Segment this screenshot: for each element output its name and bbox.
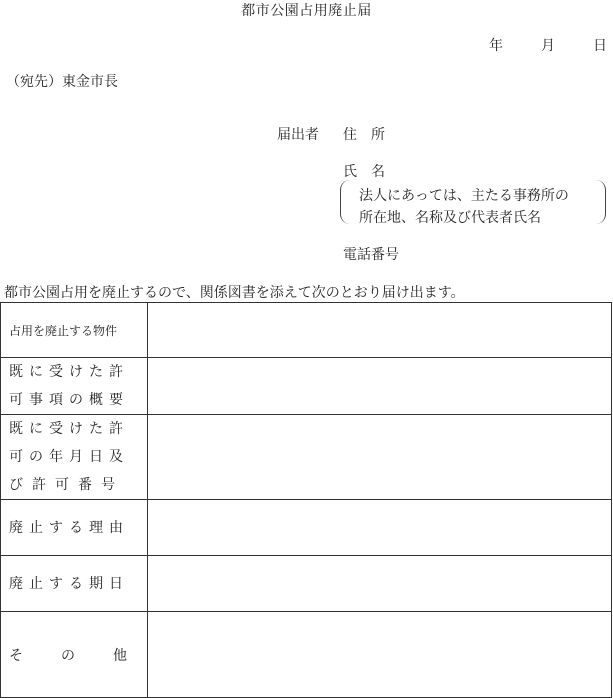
- field-permit-date-number[interactable]: [148, 415, 612, 500]
- label-line: 廃止する理由: [9, 519, 129, 536]
- label-line: 既に受けた許: [9, 364, 129, 380]
- row-label-other: [1, 612, 148, 698]
- corporate-note-line-2: 所在地、名称及び代表者氏名: [359, 210, 541, 226]
- form-table: [0, 302, 612, 698]
- date-year-label: 年: [489, 38, 503, 54]
- table-row: [1, 612, 612, 698]
- field-end-date[interactable]: [148, 556, 612, 612]
- name-label: 氏 名: [343, 164, 385, 180]
- date-line: [489, 35, 607, 55]
- form-title: 都市公園占用廃止届: [241, 3, 372, 19]
- label-char: の: [61, 647, 75, 664]
- date-month-label: 月: [541, 38, 555, 54]
- label-line: 占用を廃止する物件: [9, 323, 118, 338]
- date-day-label: 日: [593, 38, 607, 54]
- row-label-prior-permit-summary: [1, 358, 148, 415]
- table-row: [1, 303, 612, 358]
- label-line: 可事項の概要: [9, 392, 129, 408]
- field-other[interactable]: [148, 612, 612, 698]
- corporate-name-note: [340, 180, 606, 224]
- statement: 都市公園占用を廃止するので、関係図書を添えて次のとおり届け出ます。: [4, 285, 465, 301]
- label-line: 廃止する期日: [9, 575, 129, 592]
- label-char: そ: [9, 647, 23, 664]
- label-line: 可の年月日及: [9, 449, 129, 465]
- label-line: 既に受けた許: [9, 421, 129, 437]
- row-label-object: [1, 303, 148, 358]
- row-label-end-date: [1, 556, 148, 612]
- field-reason[interactable]: [148, 500, 612, 556]
- other-label: [9, 645, 127, 665]
- field-object[interactable]: [148, 303, 612, 358]
- table-row: [1, 415, 612, 500]
- label-line: び許可番号: [9, 477, 124, 493]
- phone-label: 電話番号: [343, 247, 399, 263]
- label-char: 他: [113, 647, 127, 664]
- table-row: [1, 500, 612, 556]
- addressee: （宛先）東金市長: [6, 74, 118, 90]
- row-label-permit-date-number: [1, 415, 148, 500]
- table-row: [1, 358, 612, 415]
- field-prior-permit-summary[interactable]: [148, 358, 612, 415]
- row-label-reason: [1, 500, 148, 556]
- corporate-note-line-1: 法人にあっては、主たる事務所の: [359, 188, 569, 204]
- applicant-label: 届出者: [277, 127, 319, 143]
- address-label: 住 所: [343, 127, 385, 143]
- table-row: [1, 556, 612, 612]
